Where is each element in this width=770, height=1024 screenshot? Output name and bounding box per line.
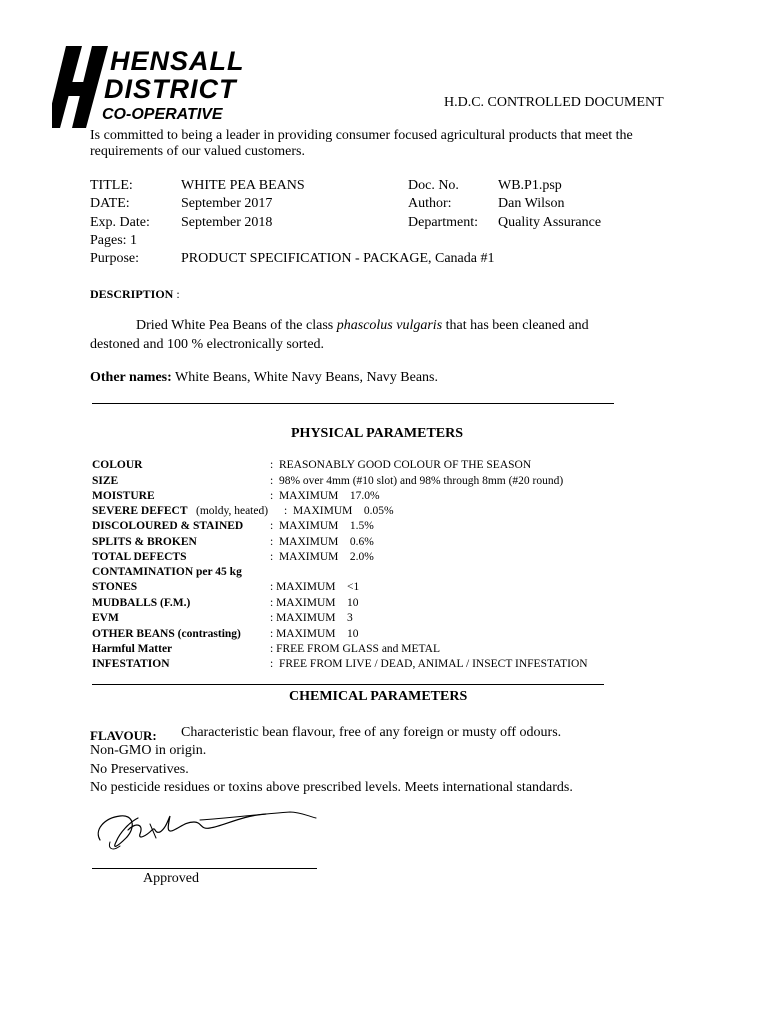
approved-label: Approved — [143, 871, 199, 886]
physical-parameters-heading: PHYSICAL PARAMETERS — [291, 426, 464, 441]
logo-line-3: CO-OPERATIVE — [102, 106, 223, 123]
preservatives-line: No Preservatives. — [90, 762, 189, 777]
description-heading-colon: : — [173, 287, 180, 301]
description-species: phascolus vulgaris — [336, 318, 443, 333]
other-names-value: White Beans, White Navy Beans, Navy Beans. — [171, 370, 438, 385]
mission-line-1: Is committed to being a leader in providing consumer focused agricultural products that meet the — [90, 128, 633, 143]
parameter-name: SIZE — [92, 475, 119, 487]
parameter-value: : FREE FROM GLASS and METAL — [270, 643, 440, 655]
parameter-name: STONES — [92, 581, 138, 593]
department-value: Quality Assurance — [498, 215, 602, 230]
purpose-value: PRODUCT SPECIFICATION - PACKAGE, Canada #1 — [181, 251, 495, 266]
mission-line-2: requirements of our valued customers. — [90, 144, 305, 159]
logo-line-2: DISTRICT — [104, 74, 237, 104]
description-text-pre: Dried White Pea Beans of the class — [136, 318, 337, 333]
parameter-name: EVM — [92, 612, 119, 624]
department-label: Department: — [408, 215, 478, 230]
title-label: TITLE: — [90, 178, 133, 193]
parameter-name: MOISTURE — [92, 490, 155, 502]
parameter-value: : MAXIMUM 10 — [270, 628, 359, 640]
author-label: Author: — [408, 196, 452, 211]
purpose-label: Purpose: — [90, 251, 139, 266]
parameter-name: COLOUR — [92, 459, 143, 471]
parameter-value: : MAXIMUM <1 — [270, 581, 360, 593]
parameter-value: : FREE FROM LIVE / DEAD, ANIMAL / INSECT INFESTATION — [270, 658, 588, 670]
flavour-label: FLAVOUR: — [90, 728, 157, 743]
parameter-name: SEVERE DEFECT — [92, 505, 188, 517]
signature-line — [92, 868, 317, 869]
parameter-value: : REASONABLY GOOD COLOUR OF THE SEASON — [270, 459, 532, 471]
description-line-1 — [136, 318, 589, 334]
parameter-value: : MAXIMUM 0.05% — [284, 505, 394, 517]
parameter-name: OTHER BEANS (contrasting) — [92, 628, 241, 640]
parameter-value: : MAXIMUM 17.0% — [270, 490, 380, 502]
doc-no-value: WB.P1.psp — [498, 178, 562, 193]
parameter-name: DISCOLOURED & STAINED — [92, 520, 244, 532]
title-value: WHITE PEA BEANS — [181, 178, 305, 193]
other-names-label: Other names: — [90, 370, 172, 385]
parameter-value: : MAXIMUM 3 — [270, 612, 353, 624]
parameter-value: : MAXIMUM 0.6% — [270, 536, 374, 548]
controlled-document-label: H.D.C. CONTROLLED DOCUMENT — [444, 95, 664, 110]
parameter-name: TOTAL DEFECTS — [92, 551, 187, 563]
parameter-value: : MAXIMUM 2.0% — [270, 551, 374, 563]
exp-date-label: Exp. Date: — [90, 215, 150, 230]
signature — [90, 800, 330, 860]
pages-info: Pages: 1 — [90, 233, 138, 248]
parameter-value: : 98% over 4mm (#10 slot) and 98% through 8mm (#20 round) — [270, 475, 564, 487]
pesticide-line: No pesticide residues or toxins above prescribed levels. Meets international standards. — [90, 780, 573, 795]
parameter-name-extra: (moldy, heated) — [196, 505, 269, 517]
divider-1 — [92, 403, 614, 404]
description-heading — [90, 287, 180, 302]
author-value: Dan Wilson — [498, 196, 565, 211]
parameter-name: MUDBALLS (F.M.) — [92, 597, 191, 609]
parameter-name: INFESTATION — [92, 658, 170, 670]
non-gmo-line: Non-GMO in origin. — [90, 743, 207, 758]
description-heading-text: DESCRIPTION — [90, 287, 174, 301]
date-label: DATE: — [90, 196, 130, 211]
parameter-name: SPLITS & BROKEN — [92, 536, 197, 548]
chemical-parameters-heading: CHEMICAL PARAMETERS — [289, 689, 468, 704]
parameter-value: : MAXIMUM 1.5% — [270, 520, 374, 532]
company-logo — [52, 44, 252, 130]
description-line-2: destoned and 100 % electronically sorted. — [90, 337, 325, 352]
divider-2 — [92, 684, 604, 685]
exp-date-value: September 2018 — [181, 215, 273, 230]
other-names — [90, 370, 438, 386]
parameter-name: CONTAMINATION per 45 kg — [92, 566, 242, 578]
parameter-value: : MAXIMUM 10 — [270, 597, 359, 609]
description-text-post: that has been cleaned and — [442, 318, 589, 333]
flavour-value: Characteristic bean flavour, free of any foreign or musty off odours. — [181, 725, 562, 740]
doc-no-label: Doc. No. — [408, 178, 459, 193]
date-value: September 2017 — [181, 196, 273, 211]
logo-line-1: HENSALL — [110, 46, 245, 76]
parameter-name: Harmful Matter — [92, 643, 173, 655]
